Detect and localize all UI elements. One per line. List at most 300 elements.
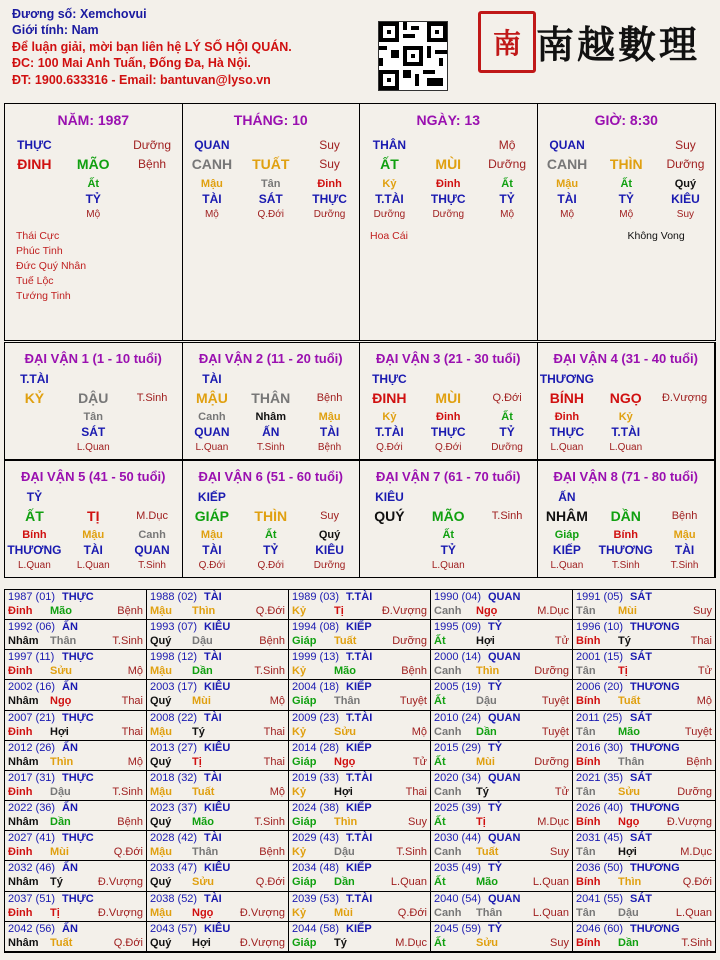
year-branch: Mão xyxy=(192,816,214,829)
year-cell xyxy=(573,831,715,861)
year-stage: Q.Đới xyxy=(113,936,143,949)
pillar-stem-row-2: MÙI xyxy=(435,156,462,172)
year-stem: Mậu xyxy=(150,846,172,859)
pillar-god2-row-3: KIÊU xyxy=(671,192,700,206)
pillar-god2-row xyxy=(183,192,360,207)
year-stage: Mộ xyxy=(696,695,712,708)
pillar-god-row-3: Suy xyxy=(675,138,696,152)
dv-hidden-row-1: Kỷ xyxy=(382,411,397,423)
year-label: 2042 (56) xyxy=(8,922,56,935)
dv-god-row xyxy=(360,490,537,505)
year-god: QUAN xyxy=(488,651,521,664)
year-line xyxy=(434,875,569,889)
year-god: THƯƠNG xyxy=(630,741,680,754)
brand-seal xyxy=(478,11,536,73)
year-stage: Bệnh xyxy=(686,755,712,768)
dv-stage-row xyxy=(538,440,715,455)
year-label: 2031 (45) xyxy=(576,832,624,845)
pillar-stem-row-1: ĐINH xyxy=(17,156,52,172)
year-stem: Canh xyxy=(434,605,462,617)
year-god: ẤN xyxy=(62,862,78,875)
year-god: THỰC xyxy=(62,591,94,603)
four-pillars xyxy=(4,103,716,341)
year-branch: Tuất xyxy=(618,695,641,708)
pillar-stem-row xyxy=(5,157,182,172)
dv-hidden-row-2: Mậu xyxy=(82,529,105,541)
year-cell xyxy=(573,711,715,741)
year-god: TỶ xyxy=(488,621,503,634)
dv-stem-row-3: Bệnh xyxy=(671,510,698,522)
year-label: 2001 (15) xyxy=(576,651,624,664)
pillar-title: THÁNG: 10 xyxy=(233,112,308,128)
year-label: 2017 (31) xyxy=(8,771,56,784)
year-cell xyxy=(431,680,573,710)
dv-stage-row-1 xyxy=(5,440,64,455)
dv-stem-row-1: KỶ xyxy=(24,390,45,406)
dv-stem-row-1: ĐINH xyxy=(372,390,407,406)
year-branch: Mão xyxy=(476,876,498,889)
year-branch: Hợi xyxy=(618,846,637,859)
pillar-god2-row-2: SÁT xyxy=(258,192,283,206)
year-label: 2007 (21) xyxy=(8,711,56,724)
year-label: 2005 (19) xyxy=(434,681,482,694)
year-stage: T.Sinh xyxy=(254,816,285,829)
year-line xyxy=(576,815,712,829)
dai-van-2 xyxy=(183,343,361,459)
year-cell xyxy=(431,771,573,801)
dv-god2-row-2: THƯƠNG xyxy=(598,543,653,557)
year-cell xyxy=(147,801,289,831)
dai-van-title: ĐẠI VẬN 5 (41 - 50 tuổi) xyxy=(21,469,166,484)
star-item: Thái Cực xyxy=(16,230,60,242)
year-cell xyxy=(431,922,573,952)
year-cell xyxy=(5,711,147,741)
pillar-stage-row xyxy=(538,207,716,222)
year-line xyxy=(8,785,143,799)
year-line xyxy=(434,861,569,875)
year-cell xyxy=(289,771,431,801)
year-line xyxy=(8,875,143,889)
year-cell xyxy=(5,771,147,801)
pillar-god-row xyxy=(360,138,537,153)
dai-van-title: ĐẠI VẬN 7 (61 - 70 tuổi) xyxy=(376,469,521,484)
year-label: 2037 (51) xyxy=(8,892,56,905)
year-line xyxy=(434,711,569,725)
year-line xyxy=(434,936,569,950)
dv-stage-row xyxy=(360,440,537,455)
dv-hidden-row xyxy=(5,528,182,543)
year-stage: Thai xyxy=(121,695,143,708)
year-stem: Bính xyxy=(576,816,601,829)
contact-note: Để luận giải, mời bạn liên hệ LÝ SỐ HỘI QUÁN. xyxy=(12,39,292,54)
year-stage: Mộ xyxy=(411,725,427,738)
dv-stem-row-3: T.Sinh xyxy=(136,392,168,404)
year-label: 2044 (58) xyxy=(292,922,340,935)
year-god: TỶ xyxy=(488,862,503,875)
year-stem: Nhâm xyxy=(8,876,39,889)
year-label: 1993 (07) xyxy=(150,621,198,634)
pillar-god-row xyxy=(183,138,360,153)
year-stem: Tân xyxy=(576,605,596,617)
year-line xyxy=(150,620,285,634)
header-info xyxy=(12,6,292,88)
year-god: TÀI xyxy=(204,591,222,603)
pillar-god2-row-3: TỶ xyxy=(499,192,515,206)
year-stem: Bính xyxy=(576,695,601,708)
dv-god-row-3 xyxy=(300,372,359,387)
year-label: 1989 (03) xyxy=(292,591,340,603)
dv-god-row-3 xyxy=(655,372,714,387)
pillar-stage-row-1: Dưỡng xyxy=(373,209,406,220)
year-label: 2003 (17) xyxy=(150,681,198,694)
dv-hidden-row xyxy=(538,410,715,425)
year-line xyxy=(434,845,569,859)
year-label: 2046 (60) xyxy=(576,922,624,935)
pillar-stage-row xyxy=(5,207,182,222)
year-stage: L.Quan xyxy=(675,906,712,919)
year-label: 2034 (48) xyxy=(292,862,340,875)
dv-stem-row xyxy=(5,391,182,406)
year-line xyxy=(576,650,712,664)
year-branch: Mùi xyxy=(618,605,637,617)
year-stage: T.Sinh xyxy=(112,785,143,798)
dv-god-row-3 xyxy=(123,490,182,505)
year-stage: Thai xyxy=(263,725,285,738)
dv-stage-row xyxy=(183,558,360,573)
year-line xyxy=(576,604,712,618)
year-label: 1995 (09) xyxy=(434,621,482,634)
year-line xyxy=(576,725,712,739)
pillar-god2-row xyxy=(5,192,182,207)
dv-stem-row xyxy=(360,509,537,524)
dv-god2-row-3: KIÊU xyxy=(315,543,344,557)
dv-god-row-2 xyxy=(419,490,478,505)
year-god: KIẾP xyxy=(346,741,372,754)
year-label: 2018 (32) xyxy=(150,771,198,784)
year-line xyxy=(292,711,427,725)
year-line xyxy=(8,755,143,769)
year-line xyxy=(150,604,285,618)
year-line xyxy=(434,694,569,708)
year-cell xyxy=(431,650,573,680)
pillar-hidden-row xyxy=(538,177,716,192)
year-line xyxy=(434,892,569,906)
year-stem: Ất xyxy=(434,695,446,708)
star-item: Phúc Tinh xyxy=(16,245,63,257)
pillar-stem-row-3: Dưỡng xyxy=(666,157,705,171)
pillar-god2-row xyxy=(360,192,537,207)
year-stem: Ất xyxy=(434,936,446,949)
year-label: 2043 (57) xyxy=(150,922,198,935)
dv-stage-row-1: L.Quan xyxy=(550,442,584,453)
year-god: TỶ xyxy=(488,741,503,754)
year-stem: Giáp xyxy=(292,936,317,949)
year-line xyxy=(434,680,569,694)
dai-van-title: ĐẠI VẬN 8 (71 - 80 tuổi) xyxy=(553,469,698,484)
year-line xyxy=(576,861,712,875)
year-branch: Thìn xyxy=(192,605,216,617)
dv-god2-row xyxy=(183,543,360,558)
year-branch: Mùi xyxy=(334,906,353,919)
year-cell xyxy=(289,650,431,680)
pillar-god-row xyxy=(5,138,182,153)
year-stage: Dưỡng xyxy=(534,755,569,768)
gender-label: Giới tính: xyxy=(12,23,72,38)
pillar-title: GIỜ: 8:30 xyxy=(594,112,658,128)
dv-stem-row-2: DẬU xyxy=(78,390,109,406)
year-label: 2022 (36) xyxy=(8,802,56,815)
year-stem: Mậu xyxy=(150,725,172,738)
year-god: KIẾP xyxy=(346,621,372,634)
year-line xyxy=(292,922,427,936)
pillar-god-row-2 xyxy=(597,138,656,153)
dv-god2-row-1: QUAN xyxy=(194,425,230,439)
dv-stem-row-2: THÌN xyxy=(254,508,288,524)
year-stage: Dưỡng xyxy=(677,785,712,798)
year-line xyxy=(8,815,143,829)
dv-god-row xyxy=(360,372,537,387)
pillar-hidden-row-3: Quý xyxy=(674,178,697,190)
dai-van-5 xyxy=(5,461,183,577)
year-line xyxy=(292,875,427,889)
year-cell xyxy=(289,922,431,952)
year-label: 2025 (39) xyxy=(434,802,482,815)
dv-stem-row-1: GIÁP xyxy=(194,508,230,524)
year-label: 2030 (44) xyxy=(434,832,482,845)
year-branch: Tị xyxy=(618,665,628,678)
pillar-god-row-1: THỰC xyxy=(17,138,52,152)
year-stem: Bính xyxy=(576,936,601,949)
year-line xyxy=(292,590,427,604)
star-item: Đức Quý Nhân xyxy=(16,260,87,272)
year-cell xyxy=(147,831,289,861)
year-stem: Đinh xyxy=(8,605,33,617)
pillar-hidden-row-1: Mậu xyxy=(556,178,579,190)
pillar-stem-row-3: Bệnh xyxy=(138,157,167,171)
year-label: 2012 (26) xyxy=(8,741,56,754)
pillar-hidden-row-3 xyxy=(123,177,182,192)
year-god: T.TÀI xyxy=(346,892,373,905)
year-god: QUAN xyxy=(488,591,521,603)
year-stem: Canh xyxy=(434,725,462,738)
year-label: 1998 (12) xyxy=(150,651,198,664)
year-god: QUAN xyxy=(488,892,521,905)
year-line xyxy=(8,741,143,755)
dv-stage-row-2: L.Quan xyxy=(76,442,110,453)
year-line xyxy=(434,604,569,618)
year-line xyxy=(150,861,285,875)
dv-hidden-row-2: Nhâm xyxy=(255,411,287,423)
dv-god-row-1: TÀI xyxy=(202,372,222,386)
dv-stem-row-3: T.Sinh xyxy=(491,510,523,522)
year-stage: T.Sinh xyxy=(254,665,285,678)
year-stage: Tuyệt xyxy=(541,695,569,708)
year-stem: Kỷ xyxy=(292,785,307,798)
year-line xyxy=(8,694,143,708)
dv-hidden-row-1: Bính xyxy=(22,529,47,541)
year-god: KIẾP xyxy=(346,802,372,815)
dai-van-title: ĐẠI VẬN 6 (51 - 60 tuổi) xyxy=(198,469,343,484)
year-branch: Mùi xyxy=(50,846,69,859)
dv-hidden-row-1: Đinh xyxy=(554,411,580,423)
year-stage: Thai xyxy=(690,635,712,648)
dv-god2-row-2: SÁT xyxy=(81,425,106,439)
year-cell xyxy=(573,922,715,952)
dv-stem-row-1: BÍNH xyxy=(549,390,585,406)
year-cell xyxy=(431,861,573,891)
year-label: 2000 (14) xyxy=(434,651,482,664)
year-line xyxy=(434,664,569,678)
year-line xyxy=(292,801,427,815)
year-line xyxy=(150,922,285,936)
year-stem: Quý xyxy=(150,816,172,829)
year-branch: Thìn xyxy=(50,755,74,768)
year-line xyxy=(292,845,427,859)
star-list xyxy=(16,229,86,304)
year-cell xyxy=(147,590,289,620)
year-stem: Tân xyxy=(576,906,596,919)
year-stage: Thai xyxy=(405,785,427,798)
year-cell xyxy=(147,922,289,952)
dv-stem-row xyxy=(5,509,182,524)
year-stem: Mậu xyxy=(150,906,172,919)
pillar-title: NĂM: 1987 xyxy=(57,112,130,128)
year-stem: Kỷ xyxy=(292,725,307,738)
year-stage: M.Dục xyxy=(395,936,427,949)
year-line xyxy=(150,831,285,845)
year-stem: Đinh xyxy=(8,785,33,798)
year-stem: Bính xyxy=(576,635,601,648)
dv-god-row xyxy=(5,372,182,387)
year-branch: Dậu xyxy=(50,785,71,798)
qr-code-icon[interactable] xyxy=(378,21,448,91)
dv-god2-row-1: TÀI xyxy=(202,543,222,557)
year-label: 1994 (08) xyxy=(292,621,340,634)
year-branch: Sửu xyxy=(50,665,73,678)
dv-god-row-1: KIẾP xyxy=(197,490,226,504)
year-stem: Đinh xyxy=(8,725,33,738)
year-god: SÁT xyxy=(630,591,652,603)
dv-stage-row-1: L.Quan xyxy=(195,442,229,453)
year-god: ẤN xyxy=(62,922,78,935)
dv-hidden-row xyxy=(360,410,537,425)
year-line xyxy=(576,875,712,889)
dv-god2-row-3 xyxy=(123,425,182,440)
year-cell xyxy=(5,861,147,891)
year-label: 2016 (30) xyxy=(576,741,624,754)
year-stem: Ất xyxy=(434,635,446,648)
year-line xyxy=(434,922,569,936)
dv-stem-row xyxy=(183,391,360,406)
year-cell xyxy=(5,801,147,831)
pillar-stem-row-2: TUẤT xyxy=(252,156,290,172)
pillar-hidden-row-2: Đinh xyxy=(436,178,461,190)
year-label: 1990 (04) xyxy=(434,591,482,603)
dv-stem-row xyxy=(538,509,715,524)
year-line xyxy=(8,604,143,618)
pillar-stage-row-2: Mộ xyxy=(619,209,634,220)
year-line xyxy=(292,755,427,769)
year-line xyxy=(576,922,712,936)
dv-god2-row-2: THỰC xyxy=(430,425,466,439)
pillar-god-row-2 xyxy=(241,138,300,153)
dv-stem-row-2: THÂN xyxy=(251,390,291,406)
year-line xyxy=(434,906,569,920)
year-stage: Mộ xyxy=(127,665,143,678)
year-god: TÀI xyxy=(204,892,222,905)
year-line xyxy=(434,785,569,799)
yearly-table xyxy=(4,589,716,953)
dv-stage-row-1: L.Quan xyxy=(18,560,51,571)
year-line xyxy=(576,936,712,950)
year-cell xyxy=(5,922,147,952)
pillar-hidden-row xyxy=(183,177,360,192)
year-label: 2040 (54) xyxy=(434,892,482,905)
year-stage: Suy xyxy=(693,605,712,617)
year-god: TỶ xyxy=(488,922,503,935)
year-stem: Kỷ xyxy=(292,605,307,617)
dv-stem-row-1: MẬU xyxy=(195,390,228,406)
year-stage: Q.Đới xyxy=(255,605,285,617)
brand-logo: 南越數理 xyxy=(536,22,701,67)
year-cell xyxy=(431,741,573,771)
year-stem: Ất xyxy=(434,876,446,889)
dv-god2-row-3: QUAN xyxy=(134,543,170,557)
dv-stage-row xyxy=(183,440,360,455)
year-stage: Đ.Vượng xyxy=(97,906,143,919)
year-line xyxy=(434,801,569,815)
year-stem: Canh xyxy=(434,906,462,919)
year-god: TÀI xyxy=(204,771,222,784)
dv-stage-row-3: T.Sinh xyxy=(670,560,699,571)
year-god: TỶ xyxy=(488,681,503,694)
dv-god-row xyxy=(183,490,360,505)
dv-god-row-2 xyxy=(596,490,655,505)
dv-stage-row-1: Q.Đới xyxy=(376,442,403,453)
year-stage: Bệnh xyxy=(259,846,285,859)
phone-email-line: ĐT: 1900.633316 - Email: bantuvan@lyso.vn xyxy=(12,72,271,87)
dv-god2-row-1 xyxy=(5,425,64,440)
year-line xyxy=(292,936,427,950)
year-branch: Dậu xyxy=(334,846,355,859)
dv-god-row-3 xyxy=(123,372,182,387)
dv-hidden-row-3: Canh xyxy=(138,529,166,541)
year-line xyxy=(150,680,285,694)
year-line xyxy=(150,906,285,920)
year-line xyxy=(8,664,143,678)
dv-stem-row-2: MÃO xyxy=(431,508,465,524)
year-line xyxy=(434,771,569,785)
pillar-god-row-2 xyxy=(64,138,123,153)
year-label: 2020 (34) xyxy=(434,771,482,784)
year-stage: L.Quan xyxy=(532,906,569,919)
year-branch: Dần xyxy=(334,876,355,889)
year-line xyxy=(292,741,427,755)
year-branch: Tuất xyxy=(476,846,499,859)
year-stem: Mậu xyxy=(150,665,172,678)
year-line xyxy=(576,801,712,815)
dv-hidden-row xyxy=(538,528,715,543)
year-stage: Mộ xyxy=(127,755,143,768)
pillar-god2-row-1: TÀI xyxy=(557,192,577,206)
year-cell xyxy=(431,801,573,831)
dv-god2-row xyxy=(183,425,360,440)
year-label: 2032 (46) xyxy=(8,862,56,875)
year-line xyxy=(8,922,143,936)
pillar-stage-row xyxy=(360,207,537,222)
dai-van-title: ĐẠI VẬN 3 (21 - 30 tuổi) xyxy=(376,351,521,366)
pillar-stem-row-2: MÃO xyxy=(76,156,110,172)
